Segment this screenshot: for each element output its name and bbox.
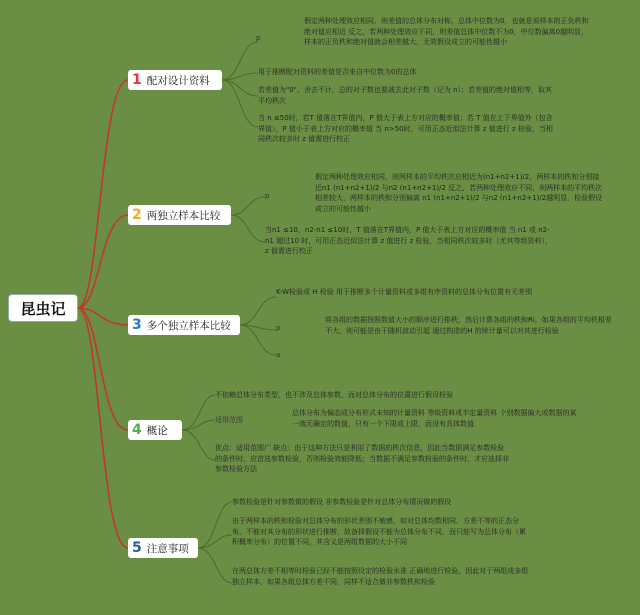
leaf-line-2-1 <box>231 197 265 215</box>
topic-4-leaf-3: 优点：适用范围广 缺点：由于这种方法只是利用了数据的秩次信息，因此当数据满足参数检验的条件时，应首选参数检验，否则检验效能降低；当数据不满足参数检验的条件时，才应选择非参数检验方法 <box>215 444 509 473</box>
leaf-line-2-2 <box>231 215 265 242</box>
branch-line-1 <box>78 80 128 308</box>
root-title: 昆虫记 <box>20 299 66 318</box>
topic-5-leaf-3: 在两总体方差不相等时检验已经不能按照设定的检验水准 正确地进行检验，因此对于两组或多组独立样本，如果各组总体方差不同，同样不适合做非参数秩和检验 <box>232 567 529 586</box>
topic-1-label: 配对设计资料 <box>146 74 210 87</box>
topic-2-number: 2 <box>132 207 142 223</box>
topic-5-label: 注意事项 <box>146 542 189 555</box>
topic-4-leaf-1: 不依赖总体分布类型，也不涉及总体参数，而对总体分布的位置进行假设检验 <box>215 391 453 399</box>
topic-1-node[interactable] <box>128 70 222 90</box>
topic-5-node[interactable] <box>128 538 198 558</box>
leaf-line-5-3 <box>198 548 232 583</box>
branch-line-2 <box>78 215 128 308</box>
topic-3-label: 多个独立样本比较 <box>146 319 231 332</box>
topic-5-leaf-2: 由于两样本的秩和检验对总体分布的形状差别不敏感，如对总体均数相同、方差不等的正态分布，不能对其分布的形状进行推断，故备择假设不能为总体分布不同，而只能写为总体分布（累积概率分布）的位置不同，其含义是两组数据的大小不同 <box>232 517 526 546</box>
branch-line-4 <box>78 308 128 430</box>
topic-3-leaf-3-marker: a <box>276 351 281 359</box>
topic-3-leaf-2-marker: p <box>276 324 281 332</box>
topic-1-leaf-1-marker: p <box>256 34 261 42</box>
topic-1-leaf-4: 当 n ≤50时，若T 值落在T界值内，P 值大于表上方对应的概率值；若 T 值在上下界值外（包含界值），P 值小于表上方对应的概率值 当 n>50时，可用正态近似法计算 z 值进行 z 检验，当相同秩次较多时 z 值需进行校正 <box>258 114 553 143</box>
topic-2-label: 两独立样本比较 <box>146 209 221 222</box>
topic-4-number: 4 <box>132 422 142 438</box>
root-node[interactable] <box>8 294 78 322</box>
topic-4-node[interactable] <box>128 420 182 440</box>
topic-4-leaf-2-marker: 适用范围 <box>215 416 243 424</box>
topic-2-leaf-1-marker: p <box>265 192 270 200</box>
branch-line-3 <box>78 308 128 325</box>
leaf-line-1-3 <box>222 80 258 96</box>
topic-2-node[interactable] <box>128 205 231 225</box>
leaf-line-5-1 <box>198 502 232 548</box>
branch-line-5 <box>78 308 128 548</box>
topic-2-leaf-1: 假定两种处理效应相同，则两样本的平均秩次应相近为(n1+n2+1)/2，两样本的秩和分别接近n1 (n1+n2+1)/2 与n2 (n1+n2+1)/2 反之，若两种处理效应不同，则两样本的平均秩次相差较大，两样本的秩和分别偏离 n1 (n1+n2+1)/2 与n2 (n1+n2+1)/2越明显，检验假设成立的可能性越小 <box>315 173 603 213</box>
leaf-line-1-1 <box>222 42 258 80</box>
topic-3-number: 3 <box>132 317 142 333</box>
topic-4-leaf-2: 总体分布为偏态或分布形式未知的计量资料 等级资料或半定量资料 个别数据偏大或数据的某一端无确定的数值，只有一个下限或上限，而没有具体数值 <box>292 409 577 428</box>
leaf-line-3-1 <box>240 297 276 325</box>
topic-5-number: 5 <box>132 540 142 556</box>
topic-1-leaf-2: 用于推断配对资料的差值是否来自中位数为0的总体 <box>258 68 417 76</box>
leaf-line-4-1 <box>182 395 215 430</box>
leaf-line-4-3 <box>182 430 215 460</box>
topic-1-leaf-1: 假定两种处理效应相同，则差值的总体分布对称，总体中位数为0，也就是说样本的正负秩和绝对值应相近 反之，若两种处理效应不同，则差值总体中位数不为0，中位数偏离0越明显，样本的正负秩和绝对值就会相差越大，无效假设成立的可能性越小 <box>304 17 589 46</box>
topic-1-leaf-3: 若差值为"0"，舍去不计，总的对子数也要减去此对子数（记为 n）；若差值的绝对值相等，取其平均秩次 <box>258 86 553 105</box>
topic-3-leaf-1: K-W检验或 H 检验 用于推断多个计量资料或多组有序资料的总体分布位置有无差别 <box>276 288 532 296</box>
topic-4-label: 概论 <box>146 424 168 437</box>
leaf-line-1-4 <box>222 80 258 127</box>
topic-5-leaf-1: 参数检验是针对参数做的假设 非参数检验是针对总体分布情况做的假设 <box>232 498 452 506</box>
topic-3-node[interactable] <box>128 315 240 335</box>
topic-2-leaf-2: 当n1 ≤10，n2-n1 ≤10时，T 值落在T界值内，P 值大于表上方对应的概率值 当 n1 或 n2-n1 超过10 时，可用正态近似法计算 z 值进行 z 检验，当相同秩次较多时（尤其等级资料），z 值需进行校正 <box>265 226 552 255</box>
topic-1-number: 1 <box>132 72 142 88</box>
topic-3-leaf-2: 将各组的数据按照数值大小的顺序进行排秩，然后计算各组的秩和Ri，如果各组的平均秩相差不大，则可能是由于随机波动引起 通过构造的H 的统计量可以对其进行检验 <box>325 316 612 335</box>
